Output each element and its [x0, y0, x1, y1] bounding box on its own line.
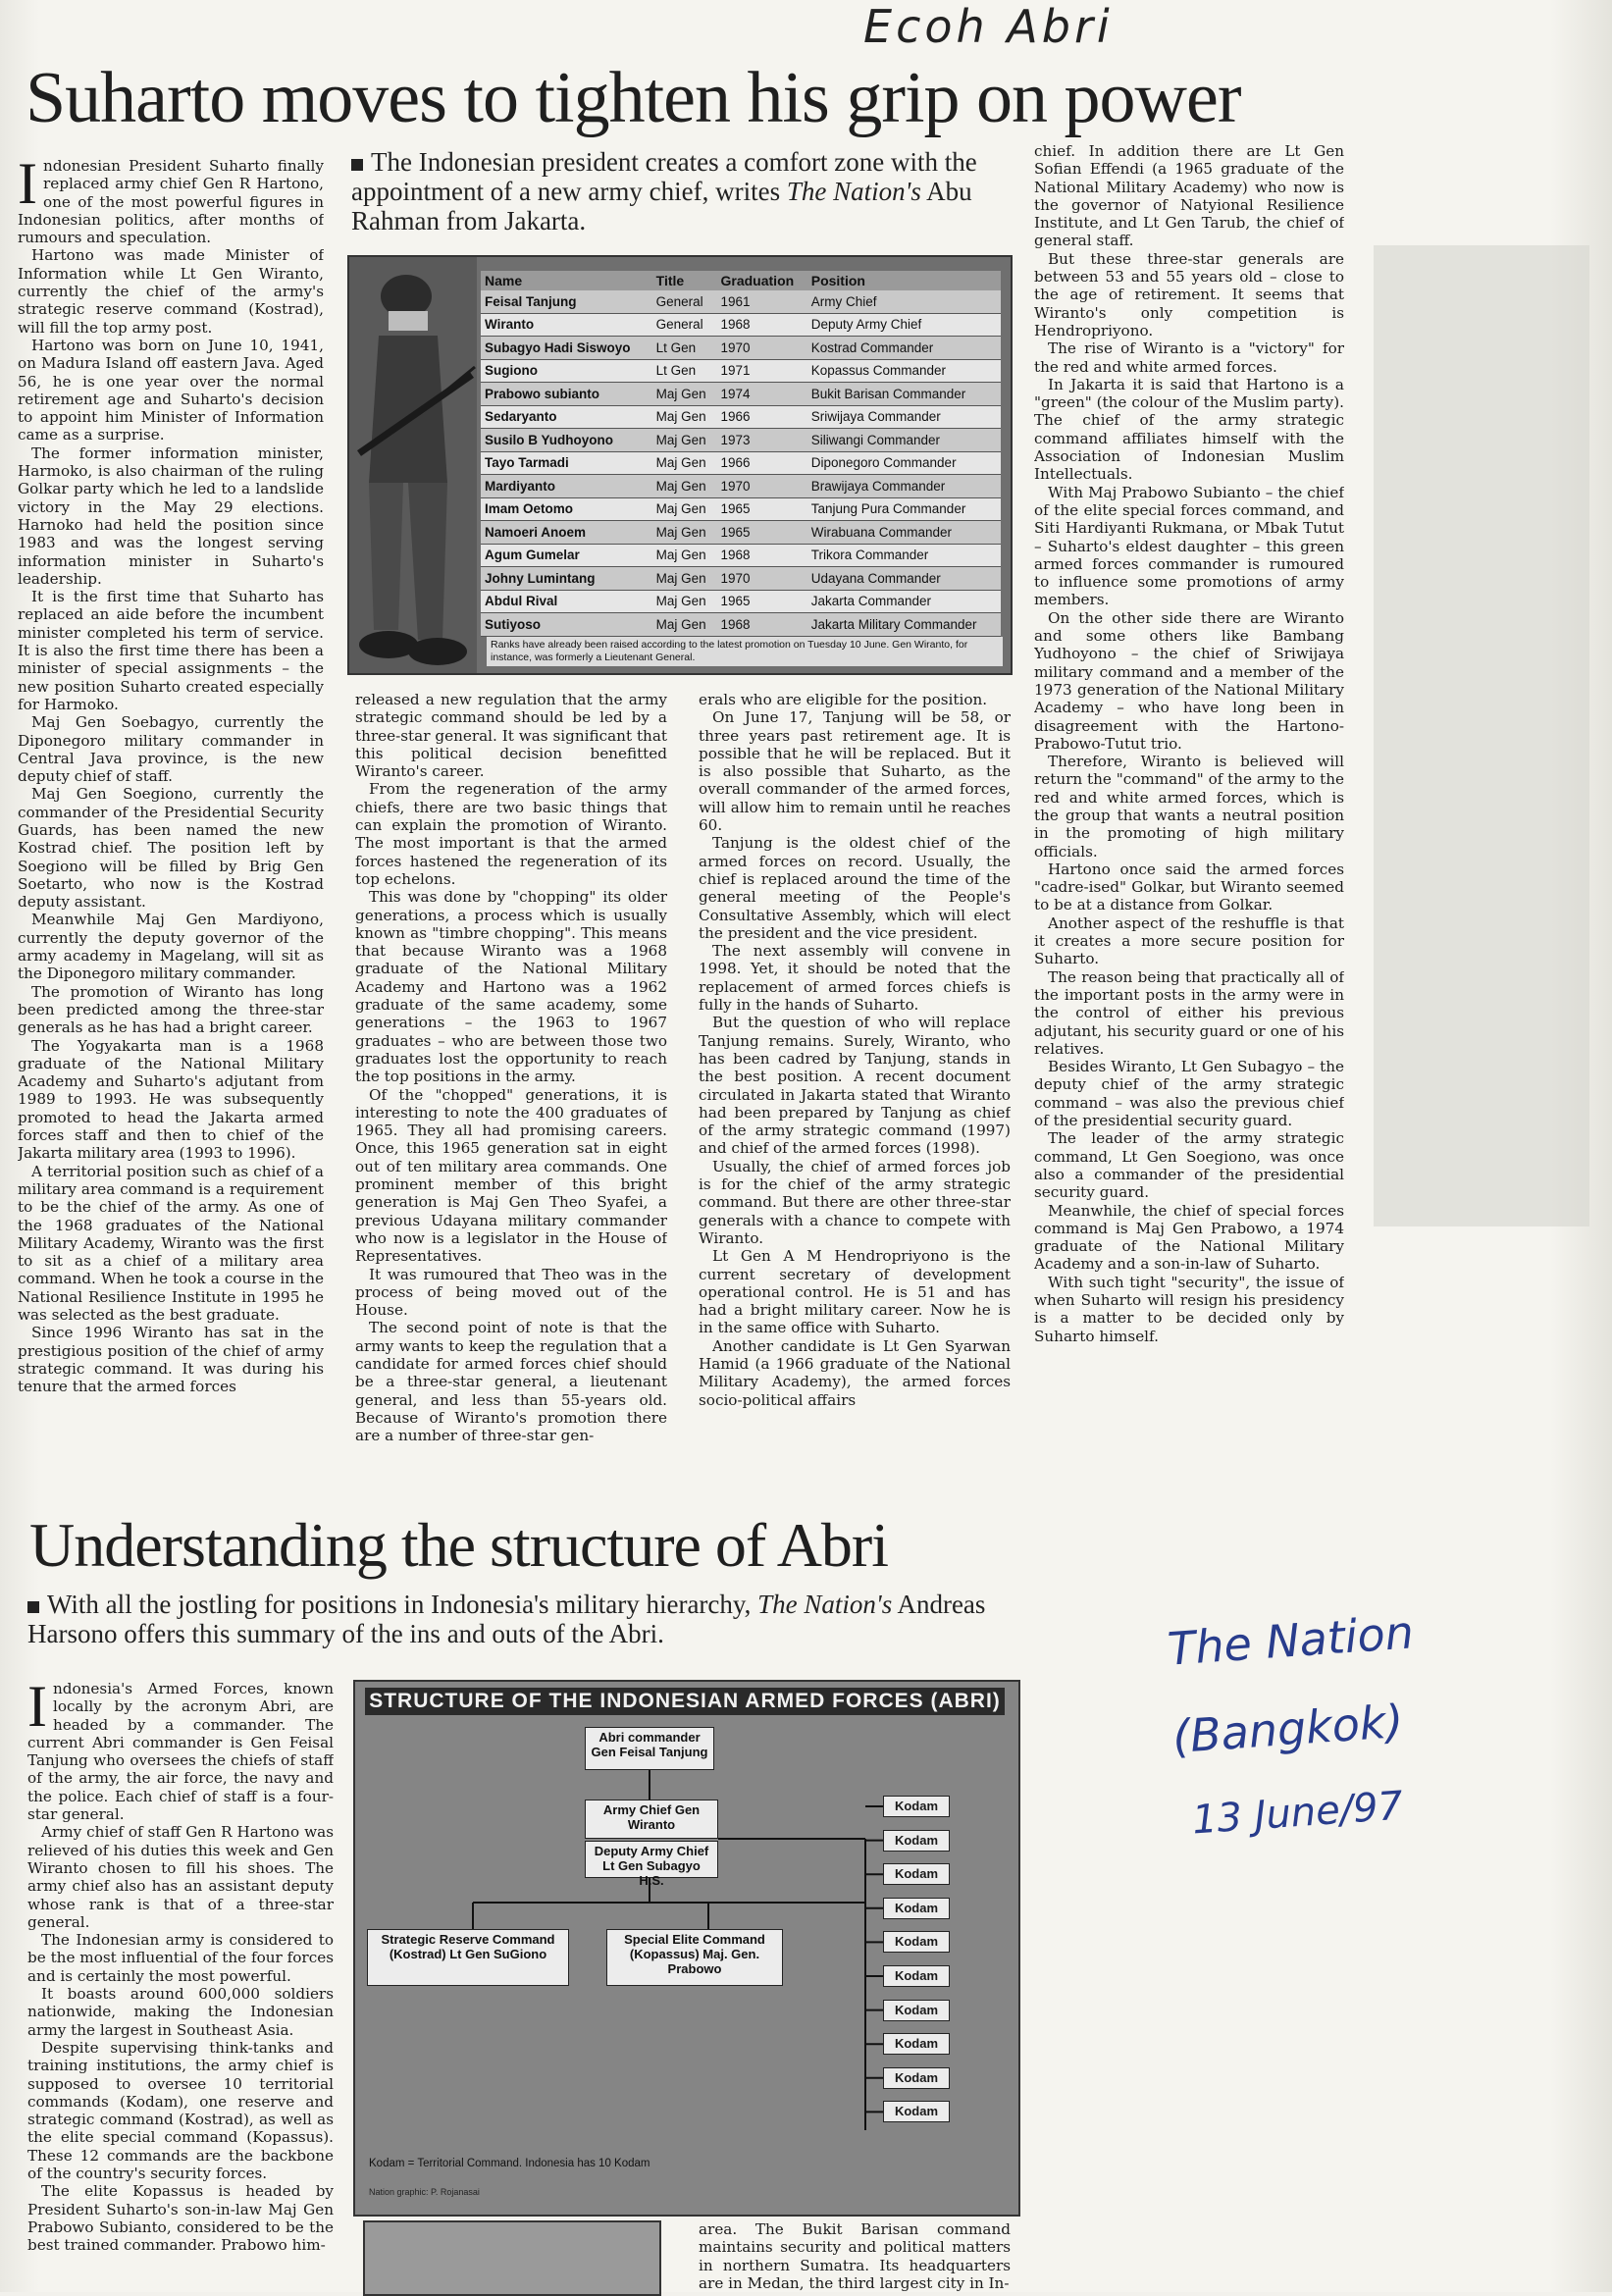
table-header-row [481, 271, 1001, 290]
cell-title: Maj Gen [652, 429, 717, 452]
cell-position: Bukit Barisan Commander [807, 383, 1001, 406]
army-chief-box: Army Chief Gen Wiranto [585, 1800, 718, 1839]
cell-name: Mardiyanto [481, 475, 652, 498]
article1-deck-publication: The Nation's [786, 177, 921, 206]
table-row [481, 429, 1001, 452]
paragraph: This was done by "chopping" its older generations, a process which is usually known as "timbre chopping". This means that because Wiranto was a 1968 graduate of the National Military Academy and Hartono was a 1962 graduate of the same academy, some generations – the 1963 to 1967 graduates – who are between those two graduates lost the opportunity to reach the top positions in the army. [355, 888, 667, 1086]
paragraph: Another aspect of the reshuffle is that it creates a more secure position for Suharto. [1034, 913, 1344, 968]
paragraph: erals who are eligible for the position. [699, 691, 988, 708]
paragraph: Besides Wiranto, Lt Gen Subagyo – the deputy chief of the army strategic command – was also the previous chief of the presidential security guard. [1034, 1058, 1344, 1130]
paragraph: A territorial position such as chief of a military area command is a requirement to be the chief of the army. As one of the 1968 graduates of the National Military Academy, Wiranto was the first to sit as a chief of a military area command. When he took a course in the National Resilience Institute in 1995 he was selected as the best graduate. [18, 1162, 324, 1324]
cell-position: Jakarta Commander [807, 590, 1001, 613]
org-chart-credit: Nation graphic: P. Rojanasai [369, 2187, 480, 2197]
table-footnote: Ranks have already been raised according to the latest promotion on Tuesday 10 June. Gen Wiranto, for instance, was formerly a Lieutenant General. [487, 637, 1003, 666]
cell-title: Maj Gen [652, 451, 717, 475]
cell-position: Siliwangi Commander [807, 429, 1001, 452]
article2-dropcap: I [27, 1680, 47, 1739]
handwritten-top-note: Ecoh Abri [863, 0, 1114, 53]
article1-column-4 [1034, 142, 1344, 1506]
paragraph: Meanwhile, the chief of special forces command is Maj Gen Prabowo, a 1974 graduate of the National Military Academy and a son-in-law of Suharto. [1034, 1201, 1344, 1274]
paragraph: In Jakarta it is said that Hartono is a "green" (the colour of the Muslim party). The chief of the army strategic command affiliates himself with the Association of Indonesian Muslim Intellectuals. [1034, 375, 1344, 484]
soldier-illustration [349, 257, 477, 673]
article1-deck-text: The Indonesian president creates a comfort zone with the appointment of a new army chief, writes [351, 147, 977, 206]
cell-title: General [652, 313, 717, 337]
cell-position: Deputy Army Chief [807, 313, 1001, 337]
kodam-box: Kodam [883, 1830, 950, 1852]
cell-title: Maj Gen [652, 567, 717, 591]
paragraph: The elite Kopassus is headed by President Suharto's son-in-law Maj Gen Prabowo Subianto, considered to be the best trained commander. Prabowo him- [27, 2182, 334, 2255]
article1-deck [351, 147, 999, 235]
paragraph: The former information minister, Harmoko, is also chairman of the ruling Golkar party which he led to a landslide victory in the May 29 elections. Harnoko had held the position since 1983 and was the longest serving information minister in Suharto's leadership. [18, 444, 324, 588]
cell-position: Wirabuana Commander [807, 521, 1001, 545]
cell-name: Subagyo Hadi Siswoyo [481, 337, 652, 360]
article1-dropcap: I [18, 157, 37, 216]
cell-graduation: 1968 [717, 313, 807, 337]
officers-table [481, 271, 1001, 637]
abri-commander-box: Abri commander Gen Feisal Tanjung [585, 1727, 714, 1770]
paragraph: The promotion of Wiranto has long been predicted among the three-star generals as he has had a bright career. [18, 982, 324, 1037]
cell-title: Maj Gen [652, 405, 717, 429]
officers-table-graphic [347, 255, 1013, 675]
kodam-box: Kodam [883, 2101, 950, 2122]
paragraph: With such tight "security", the issue of when Suharto will resign his presidency is a matter to be decided only by Suharto himself. [1034, 1273, 1344, 1345]
table-row [481, 451, 1001, 475]
article1-column-1 [18, 157, 324, 1511]
cell-title: Maj Gen [652, 475, 717, 498]
org-chart-title: STRUCTURE OF THE INDONESIAN ARMED FORCES (ABRI) [365, 1688, 1005, 1715]
cell-graduation: 1968 [717, 613, 807, 637]
paragraph: The Indonesian army is considered to be the most influential of the four forces and is certainly the most powerful. [27, 1931, 334, 1985]
abri-structure-chart [353, 1680, 1020, 2217]
paragraph: Army chief of staff Gen R Hartono was relieved of his duties this week and Gen Wiranto chosen to fill his shoes. The army chief also has an assistant deputy whose rank is that of a three-star general. [27, 1823, 334, 1931]
cell-title: General [652, 290, 717, 313]
kodam-box: Kodam [883, 1965, 950, 1987]
article2-column-1 [27, 1680, 334, 2292]
deck-bullet [27, 1601, 39, 1613]
cell-name: Tayo Tarmadi [481, 451, 652, 475]
cell-title: Maj Gen [652, 544, 717, 567]
cell-name: Feisal Tanjung [481, 290, 652, 313]
kodam-box: Kodam [883, 1931, 950, 1953]
article1-column-3 [699, 691, 1011, 1511]
cell-name: Sugiono [481, 359, 652, 383]
table-row [481, 497, 1001, 521]
cell-title: Maj Gen [652, 497, 717, 521]
cell-graduation: 1970 [717, 475, 807, 498]
paragraph: The reason being that practically all of the important posts in the army were in the control of either his previous adjutant, his security guard or one of his relatives. [1034, 967, 1344, 1058]
handwritten-city: (Bangkok) [1170, 1694, 1406, 1764]
cell-position: Sriwijaya Commander [807, 405, 1001, 429]
article1-column-2 [355, 691, 667, 1511]
cell-title: Maj Gen [652, 521, 717, 545]
cell-title: Lt Gen [652, 337, 717, 360]
header-title: Title [652, 271, 717, 290]
cell-position: Army Chief [807, 290, 1001, 313]
cell-name: Sedaryanto [481, 405, 652, 429]
paragraph: Hartono was made Minister of Information while Lt Gen Wiranto, currently the chief of the army's strategic reserve command (Kostrad), will fill the top army post. [18, 246, 324, 337]
table-row [481, 359, 1001, 383]
paragraph: ndonesian President Suharto finally replaced army chief Gen R Hartono, one of the most powerful figures in Indonesian politics, after months of rumours and speculation. [18, 157, 324, 247]
cell-graduation: 1974 [717, 383, 807, 406]
article1-headline: Suharto moves to tighten his grip on power [26, 58, 1241, 138]
cell-graduation: 1961 [717, 290, 807, 313]
paragraph: On June 17, Tanjung will be 58, or three years past retirement age. It is possible that he will be replaced. But it is also possible that Suharto, as the overall commander of the armed forces, will allow him to remain until he reaches 60. [699, 708, 1011, 835]
handwritten-publication: The Nation [1166, 1605, 1416, 1676]
cell-position: Kopassus Commander [807, 359, 1001, 383]
paragraph: But the question of who will replace Tanjung remains. Surely, Wiranto, who has been cadred by Tanjung, stands in the best position. A recent document circulated in Jakarta stated that Wiranto had been prepared by Tanjung as chief of the army strategic command (1997) and chief of the armed forces (1998). [699, 1014, 1011, 1158]
paragraph: It is the first time that Suharto has replaced an aide before the incumbent minister completed his term of service. It is also the first time there has been a minister of special assignments – the new position Suharto created especially for Harmoko. [18, 588, 324, 713]
officers-table-body [481, 290, 1001, 636]
paragraph: Another candidate is Lt Gen Syarwan Hamid (a 1966 graduate of the National Military Academy), the armed forces socio-political affairs [699, 1336, 1011, 1409]
cell-name: Agum Gumelar [481, 544, 652, 567]
cell-title: Lt Gen [652, 359, 717, 383]
paragraph: ndonesia's Armed Forces, known locally by the acronym Abri, are headed by a commander. The current Abri commander is Gen Feisal Tanjung who oversees the chiefs of staff of the army, the air force, the navy and the police. Each chief of staff is a four-star general. [27, 1680, 334, 1824]
cell-position: Kostrad Commander [807, 337, 1001, 360]
cell-name: Sutiyoso [481, 613, 652, 637]
kodam-box: Kodam [883, 1796, 950, 1817]
table-row [481, 383, 1001, 406]
header-position: Position [807, 271, 1001, 290]
cell-position: Brawijaya Commander [807, 475, 1001, 498]
paragraph: Of the "chopped" generations, it is interesting to note the 400 graduates of 1965. They all had promising careers. Once, this 1965 generation sat in eight out of ten military area commands. One prominent member of this bright generation is Maj Gen Theo Syafei, a previous Udayana military commander who now is a legislator in the House of Representatives. [355, 1085, 667, 1266]
cell-graduation: 1968 [717, 544, 807, 567]
paragraph: The rise of Wiranto is a "victory" for the red and white armed forces. [1034, 339, 1344, 376]
paragraph: Since 1996 Wiranto has sat in the prestigious position of the chief of army strategic command. It was during his tenure that the armed forces [18, 1324, 324, 1396]
org-chart-note: Kodam = Territorial Command. Indonesia has 10 Kodam [369, 2158, 650, 2169]
table-row [481, 521, 1001, 545]
paragraph: area. The Bukit Barisan command maintains security and political matters in northern Sumatra. Its headquarters are in Medan, the third largest city in In- [699, 2220, 1011, 2292]
paragraph: Hartono was born on June 10, 1941, on Madura Island off eastern Java. Aged 56, he is one year over the normal retirement age and Suharto's decision to appoint him Minister of Information came as a surprise. [18, 336, 324, 444]
paragraph: The second point of note is that the army wants to keep the regulation that a candidate for armed forces chief should be a three-star general, a lieutenant general, and less than 55-years old. Because of Wiranto's promotion there are a number of three-star gen- [355, 1319, 667, 1445]
cell-name: Susilo B Yudhoyono [481, 429, 652, 452]
cell-graduation: 1970 [717, 567, 807, 591]
paragraph: The next assembly will convene in 1998. Yet, it should be noted that the replacement of armed forces chiefs is fully in the hands of Suharto. [699, 942, 1011, 1015]
article2-deck-publication: The Nation's [757, 1590, 893, 1619]
paragraph: Maj Gen Soegiono, currently the commander of the Presidential Security Guards, has been named the new Kostrad chief. The position left by Soegiono will be filled by Brig Gen Soetarto, who now is the Kostrad deputy assistant. [18, 785, 324, 912]
article2-deck-author: Andreas Harsono offers this summary of the ins and outs of the Abri. [27, 1590, 986, 1648]
header-graduation: Graduation [717, 271, 807, 290]
bottom-photo [363, 2220, 661, 2296]
table-row [481, 475, 1001, 498]
cell-name: Imam Oetomo [481, 497, 652, 521]
article2-headline: Understanding the structure of Abri [29, 1510, 888, 1580]
paragraph: With Maj Prabowo Subianto – the chief of the elite special forces command, and Siti Hardiyanti Rukmana, or Mbak Tutut – Suharto's eldest daughter – this green armed forces commander is rumoured to influence some promotions of army members. [1034, 483, 1344, 609]
article1-deck-author: Abu Rahman from Jakarta. [351, 177, 972, 235]
paragraph: Despite supervising think-tanks and training institutions, the army chief is supposed to oversee 10 territorial commands (Kodam), one reserve and strategic command (Kostrad), as well as the elite special command (Kopassus). These 12 commands are the backbone of the country's security forces. [27, 2038, 334, 2183]
cell-graduation: 1965 [717, 497, 807, 521]
kodam-box: Kodam [883, 2000, 950, 2021]
table-row [481, 313, 1001, 337]
kopassus-box: Special Elite Command (Kopassus) Maj. Gen. Prabowo [606, 1929, 783, 1986]
article2-deck-text: With all the jostling for positions in Indonesia's military hierarchy, [47, 1590, 758, 1619]
paragraph: Hartono once said the armed forces "cadre-ised" Golkar, but Wiranto seemed to be at a distance from Golkar. [1034, 860, 1344, 914]
table-row [481, 544, 1001, 567]
cell-position: Udayana Commander [807, 567, 1001, 591]
paragraph: chief. In addition there are Lt Gen Sofian Effendi (a 1965 graduate of the National Military Academy) who now is the governor of Natyional Resilience Institute, and Lt Gen Tarub, the chief of general staff. [1034, 142, 1344, 250]
paragraph: It was rumoured that Theo was in the process of being moved out of the House. [355, 1265, 667, 1320]
paragraph: It boasts around 600,000 soldiers nationwide, making the Indonesian army the largest in Southeast Asia. [27, 1985, 334, 2039]
cell-name: Prabowo subianto [481, 383, 652, 406]
kodam-box: Kodam [883, 1863, 950, 1885]
cell-graduation: 1966 [717, 405, 807, 429]
paragraph: Therefore, Wiranto is believed will return the "command" of the army to the red and white armed forces, which is the group that wants a neutral position in the promoting of high military officials. [1034, 753, 1344, 861]
cell-position: Diponegoro Commander [807, 451, 1001, 475]
header-name: Name [481, 271, 652, 290]
cell-name: Namoeri Anoem [481, 521, 652, 545]
cell-graduation: 1971 [717, 359, 807, 383]
cell-graduation: 1973 [717, 429, 807, 452]
handwritten-date: 13 June/97 [1190, 1783, 1405, 1844]
table-row [481, 567, 1001, 591]
kostrad-box: Strategic Reserve Command (Kostrad) Lt Gen SuGiono [367, 1929, 569, 1986]
kodam-box: Kodam [883, 1898, 950, 1919]
table-row [481, 590, 1001, 613]
cell-title: Maj Gen [652, 590, 717, 613]
table-row [481, 613, 1001, 637]
adjacent-page-ghost [1374, 245, 1589, 1226]
paragraph: From the regeneration of the army chiefs, there are two basic things that can explain the promotion of Wiranto. The most important is that the armed forces hastened the regeneration of its top echelons. [355, 780, 667, 888]
cell-name: Johny Lumintang [481, 567, 652, 591]
cell-graduation: 1970 [717, 337, 807, 360]
deck-bullet [351, 159, 363, 171]
paragraph: Maj Gen Soebagyo, currently the Diponegoro military commander in Central Java province, is the new deputy chief of staff. [18, 713, 324, 786]
paragraph: Meanwhile Maj Gen Mardiyono, currently the deputy governor of the army academy in Magelang, will sit as the Diponegoro military commander. [18, 911, 324, 983]
paragraph: But these three-star generals are between 53 and 55 years old – close to the age of retirement. It seems that Wiranto's only competition is Hendropriyono. [1034, 249, 1344, 339]
table-row [481, 290, 1001, 313]
paragraph: Lt Gen A M Hendropriyono is the current secretary of development operational control. He is 51 and has had a bright military career. Now he is in the same office with Suharto. [699, 1247, 1011, 1337]
deputy-army-chief-box: Deputy Army Chief Lt Gen Subagyo H.S. [585, 1841, 718, 1878]
cell-position: Trikora Commander [807, 544, 1001, 567]
cell-name: Wiranto [481, 313, 652, 337]
cell-graduation: 1965 [717, 521, 807, 545]
paragraph: Tanjung is the oldest chief of the armed forces on record. Usually, the chief is replaced around the time of the general meeting of the People's Consultative Assembly, which will elect the president and the vice president. [699, 834, 1011, 942]
cell-title: Maj Gen [652, 383, 717, 406]
kodam-box: Kodam [883, 2033, 950, 2055]
kodam-box: Kodam [883, 2067, 950, 2089]
cell-graduation: 1966 [717, 451, 807, 475]
article2-deck [27, 1590, 1009, 1648]
cell-position: Tanjung Pura Commander [807, 497, 1001, 521]
cell-position: Jakarta Military Commander [807, 613, 1001, 637]
paragraph: The Yogyakarta man is a 1968 graduate of the National Military Academy and Suharto's adjutant from 1989 to 1993. He was subsequently promoted to head the Jakarta armed forces staff and then to chief of the Jakarta military area (1993 to 1996). [18, 1036, 324, 1163]
cell-title: Maj Gen [652, 613, 717, 637]
paragraph: Usually, the chief of armed forces job is for the chief of the army strategic command. But there are other three-star generals with a chance to compete with Wiranto. [699, 1157, 1011, 1247]
cell-graduation: 1965 [717, 590, 807, 613]
paragraph: On the other side there are Wiranto and some others like Bambang Yudhoyono – the chief of Sriwijaya military command and a member of the 1973 generation of the National Military Academy – who have long been in disagreement with the Hartono-Prabowo-Tutut trio. [1034, 608, 1344, 753]
table-row [481, 337, 1001, 360]
cell-name: Abdul Rival [481, 590, 652, 613]
paragraph: released a new regulation that the army strategic command should be led by a three-star general. It was significant that this political decision benefitted Wiranto's career. [355, 691, 667, 781]
paragraph: The leader of the army strategic command, Lt Gen Soegiono, was once also a commander of the presidential security guard. [1034, 1129, 1344, 1202]
article2-column-3 [699, 2220, 1011, 2292]
table-row [481, 405, 1001, 429]
